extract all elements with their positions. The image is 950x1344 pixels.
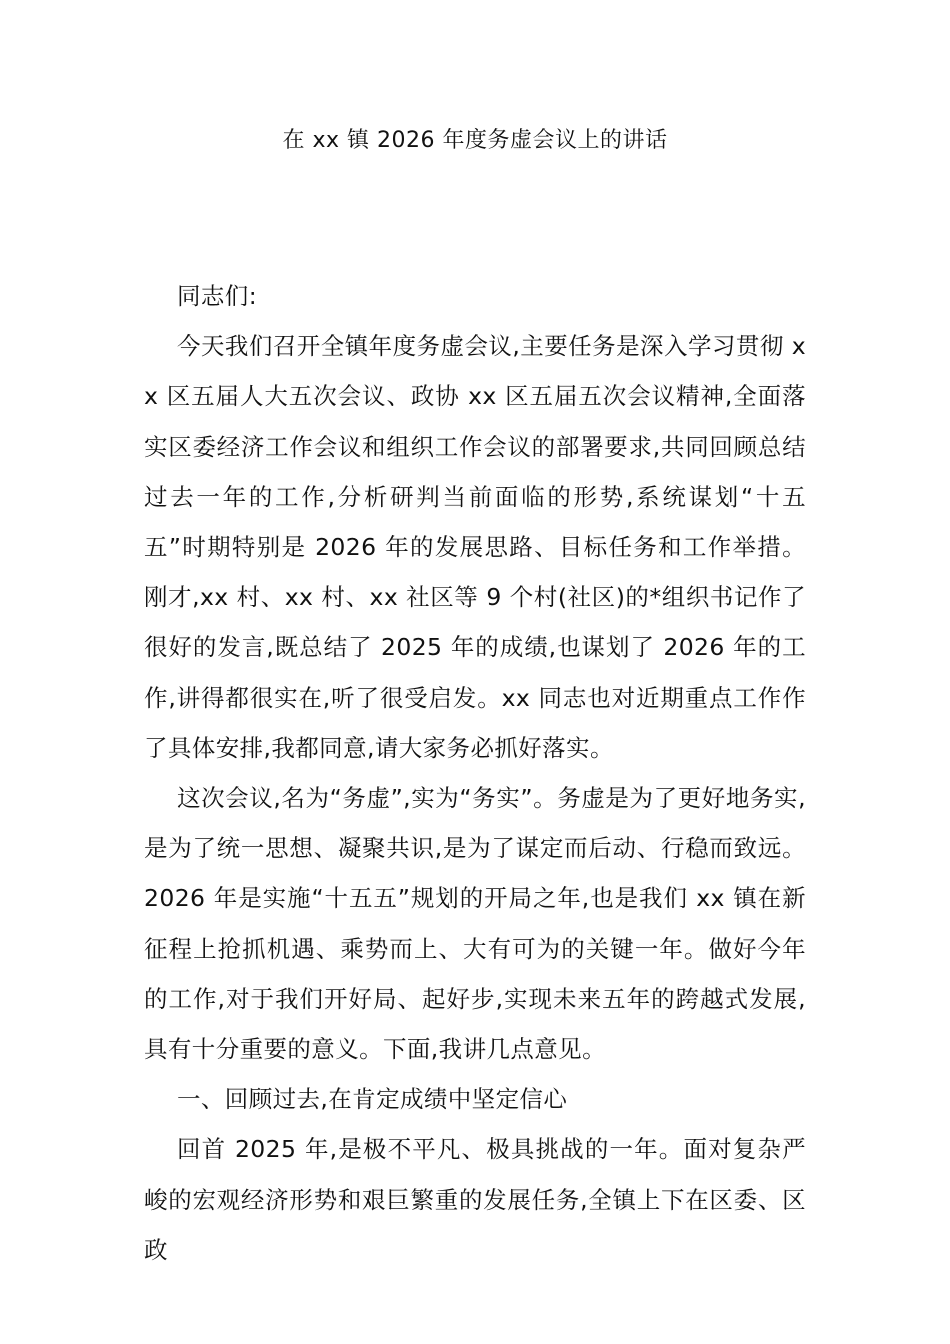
document-title: 在 xx 镇 2026 年度务虚会议上的讲话 — [282, 128, 668, 153]
meeting-purpose-paragraph: 这次会议,名为“务虚”,实为“务实”。务虚是为了更好地务实,是为了统一思想、凝聚共识,是为了谋定而后动、行稳而致远。2026 年是实施“十五五”规划的开局之年,也是我们 xx 镇在新征程上抢抓机遇、乘势而上、大有可为的关键一年。做好今年的工作,对于我们开好局、起好步,实现未来五年的跨越式发展,具有十分重要的意义。下面,我讲几点意见。 — [144, 784, 806, 1064]
opening-paragraph: 今天我们召开全镇年度务虚会议,主要任务是深入学习贯彻 xx 区五届人大五次会议、政协 xx 区五届五次会议精神,全面落实区委经济工作会议和组织工作会议的部署要求,共同回顾总结过去一年的工作,分析研判当前面临的形势,系统谋划“十五五”时期特别是 2026 年的发展思路、目标任务和工作举措。刚才,xx 村、xx 村、xx 社区等 9 个村(社区)的*组织书记作了很好的发言,既总结了 2025 年的成绩,也谋划了 2026 年的工作,讲得都很实在,听了很受启发。xx 同志也对近期重点工作作了具体安排,我都同意,请大家务必抓好落实。 — [144, 332, 806, 762]
salutation-paragraph: 同志们: — [177, 282, 258, 310]
document-body — [144, 271, 806, 1275]
review-paragraph: 回首 2025 年,是极不平凡、极具挑战的一年。面对复杂严峻的宏观经济形势和艰巨繁重的发展任务,全镇上下在区委、区政 — [144, 1135, 806, 1264]
section-heading-1: 一、回顾过去,在肯定成绩中坚定信心 — [177, 1085, 568, 1114]
